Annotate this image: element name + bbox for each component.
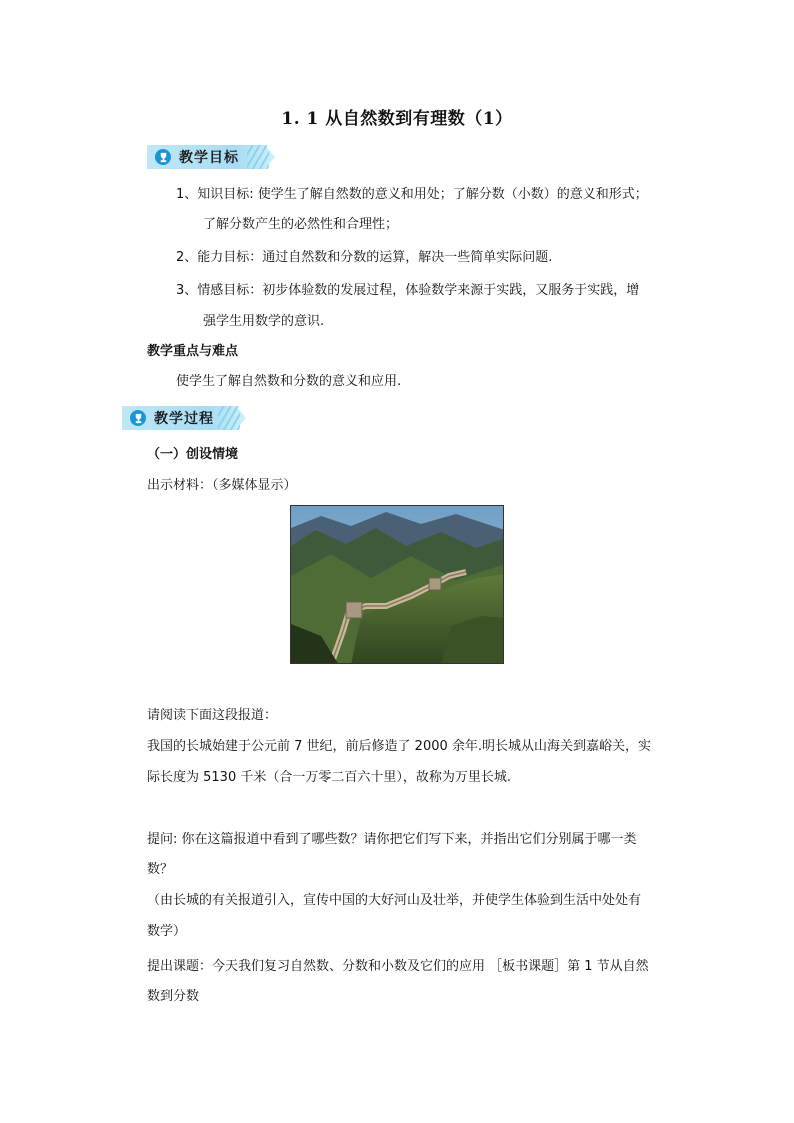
trophy-icon xyxy=(130,410,146,426)
great-wall-photo xyxy=(290,505,504,664)
objective-3-continued: 强学生用数学的意识. xyxy=(203,314,325,329)
objective-number: 2、 xyxy=(176,250,198,265)
objective-text: 情感目标：初步体验数的发展过程，体验数学来源于实践，又服务于实践，增 xyxy=(197,283,640,298)
objective-number: 3、 xyxy=(176,283,198,298)
key-points-heading: 教学重点与难点 xyxy=(147,344,239,359)
report-line-2: 际长度为 5130 千米（合一万零二百六十里），故称为万里长城. xyxy=(147,770,511,785)
read-prompt: 请阅读下面这段报道： xyxy=(147,708,278,723)
process-banner-label: 教学过程 xyxy=(154,411,214,427)
section-heading: （一）创设情境 xyxy=(147,447,239,462)
objective-text: 能力目标：通过自然数和分数的运算，解决一些简单实际问题. xyxy=(197,250,553,265)
goals-banner xyxy=(147,145,275,169)
objective-number: 1、 xyxy=(176,187,198,202)
objective-2 xyxy=(176,249,552,267)
question-line-1: 提问: 你在这篇报道中看到了哪些数？请你把它们写下来，并指出它们分别属于哪一类 xyxy=(147,832,637,847)
note-line-2: 数学） xyxy=(147,924,187,939)
topic-line-1: 提出课题：今天我们复习自然数、分数和小数及它们的应用 ［板书课题］第 1 节从自然 xyxy=(147,959,649,974)
great-wall-illustration xyxy=(291,506,504,664)
objective-1 xyxy=(176,186,648,204)
question-line-2: 数？ xyxy=(147,862,174,877)
material-line: 出示材料：（多媒体显示） xyxy=(147,478,297,493)
topic-line-2: 数到分数 xyxy=(147,989,200,1004)
process-banner xyxy=(122,406,246,430)
objective-3 xyxy=(176,282,639,300)
key-points-text: 使学生了解自然数和分数的意义和应用. xyxy=(176,374,402,389)
objective-1-continued: 了解分数产生的必然性和合理性； xyxy=(203,217,399,232)
banner-stripes xyxy=(247,145,269,169)
trophy-icon xyxy=(155,149,171,165)
goals-banner-label: 教学目标 xyxy=(179,150,239,166)
page-title: 1. 1 从自然数到有理数（1） xyxy=(281,109,513,129)
banner-stripes xyxy=(218,406,240,430)
report-line-1: 我国的长城始建于公元前 7 世纪，前后修造了 2000 余年.明长城从山海关到嘉峪关，实 xyxy=(147,739,652,754)
note-line-1: （由长城的有关报道引入，宣传中国的大好河山及壮举，并使学生体验到生活中处处有 xyxy=(147,893,642,908)
objective-text: 知识目标: 使学生了解自然数的意义和用处；了解分数（小数）的意义和形式； xyxy=(197,187,648,202)
